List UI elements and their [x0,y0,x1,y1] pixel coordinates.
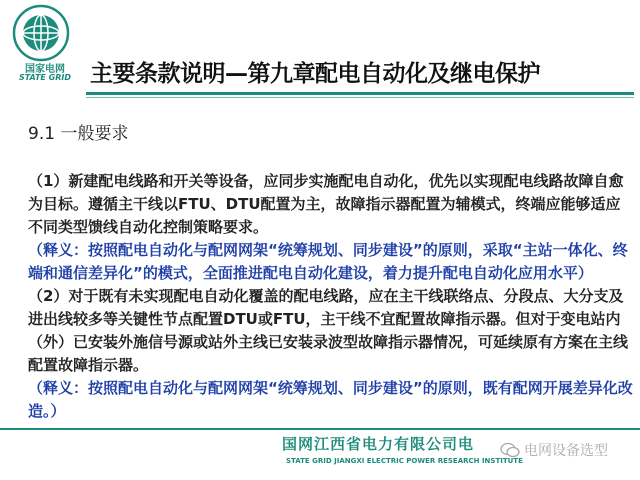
clause-1-note: （释义：按照配电自动化与配网网架“统筹规划、同步建设”的原则，采取“主站一体化、终端和通信差异化”的模式，全面推进配电自动化建设，着力提升配电自动化应用水平） [28,241,628,282]
logo-english-name: STATE GRID [18,73,72,82]
section-heading: 9.1 一般要求 [28,124,129,144]
watermark-text: 电网设备选型 [524,443,608,459]
watermark [500,440,608,460]
page-title: 主要条款说明—第九章配电自动化及继电保护 [90,61,540,87]
title-divider-thin [86,97,634,98]
footer-org-english: STATE GRID JIANGXI ELECTRIC POWER RESEARCH INSTITUTE [286,457,523,465]
clause-2-note: （释义：按照配电自动化与配网网架“统筹规划、同步建设”的原则，既有配网开展差异化改造。） [28,379,633,420]
state-grid-logo-icon [12,4,70,62]
slide-header [0,0,640,108]
logo-chinese-name: 国家电网 [25,64,65,75]
title-divider [86,92,634,95]
body-content [28,170,634,423]
clause-2-text: （2）对于既有未实现配电自动化覆盖的配电线路，应在主干线联络点、分段点、大分支及进出线较多等关键性节点配置DTU或FTU，主干线不宜配置故障指示器。但对于变电站内（外）已安装外施信号源或站外主线已安装录波型故障指示器情况，可延续原有方案在主线配置故障指示器。 [28,287,629,374]
footer-org-chinese: 国网江西省电力有限公司电 [282,435,475,453]
clause-1-text: （1）新建配电线路和开关等设备，应同步实施配电自动化，优先以实现配电线路故障自愈为目标。遵循主干线以FTU、DTU配置为主，故障指示器配置为辅模式，终端应能够适应不同类型馈线自动化控制策略要求。 [28,172,624,236]
wechat-icon [500,442,520,458]
footer-divider [0,428,640,430]
